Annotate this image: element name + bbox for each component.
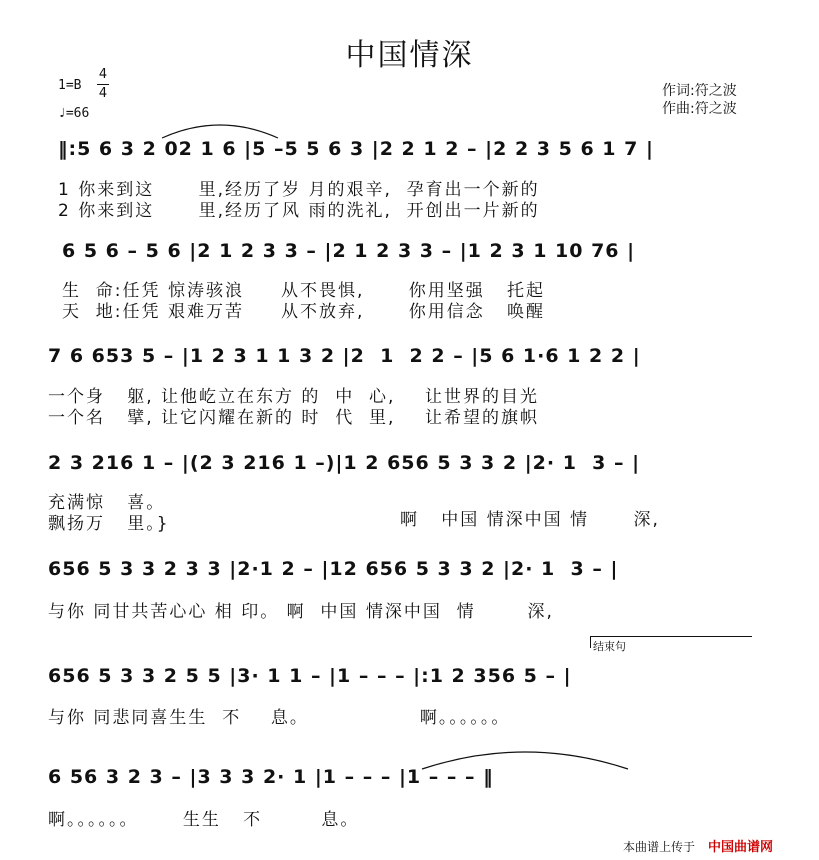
score-line-3: 7 6 653 5 – |1 2 3 1 1 3 2 |2 1 2 2 – |5 6 1·6 1 2 2 | xyxy=(48,345,641,367)
lyrics-verse1-line-1: 1 你来到这 里,经历了岁 月的艰辛, 孕育出一个新的 xyxy=(58,180,540,200)
score-line-4: 2 3 216 1 – |(2 3 216 1 –)|1 2 656 5 3 3 2 |2· 1 3 – | xyxy=(48,452,641,474)
key-signature: 1=B xyxy=(58,78,82,93)
score-line-2: 6 5 6 – 5 6 |2 1 2 3 3 – |2 1 2 3 3 – |1 2 3 1 10 76 | xyxy=(62,240,636,262)
lyrics-verse2-line-3: 一个名 擘, 让它闪耀在新的 时 代 里, 让希望的旗帜 xyxy=(48,408,540,428)
time-signature-line xyxy=(97,84,109,85)
lyrics-chorus-line-4: 啊 中国 情深中国 情 深, xyxy=(400,510,660,530)
score-line-5: 656 5 3 3 2 3 3 |2·1 2 – |12 656 5 3 3 2 |2· 1 3 – | xyxy=(48,558,619,580)
lyrics-verse1-line-4: 充满惊 喜。 xyxy=(48,493,166,513)
ending-bracket-hook xyxy=(590,636,591,648)
lyrics-line-7: 啊。。。。。。 生生 不 息。 xyxy=(48,810,360,830)
tie-arc xyxy=(160,118,280,140)
lyrics-verse2-line-2: 天 地:任凭 艰难万苦 从不放弃, 你用信念 唤醒 xyxy=(62,302,545,322)
tempo-marking: ♩=66 xyxy=(58,106,90,121)
score-line-1: ‖:5 6 3 2 02 1 6 |5 –5 5 6 3 |2 2 1 2 – |2 2 3 5 6 1 7 | xyxy=(58,138,654,160)
lyrics-verse2-line-4: 飘扬万 里。} xyxy=(48,514,170,534)
time-signature-bottom: 4 xyxy=(98,86,108,101)
site-logo: 中国曲谱网 xyxy=(708,840,774,855)
lyrics-line-5: 与你 同甘共苦心心 相 印。 啊 中国 情深中国 情 深, xyxy=(48,602,554,622)
lyrics-line-6: 与你 同悲同喜生生 不 息。 啊。。。。。。 xyxy=(48,708,511,728)
score-line-6: 656 5 3 3 2 5 5 |3· 1 1 – |1 – – – |:1 2 356 5 – | xyxy=(48,665,572,687)
lyrics-verse1-line-3: 一个身 躯, 让他屹立在东方 的 中 心, 让世界的目光 xyxy=(48,387,540,407)
time-signature-top: 4 xyxy=(98,67,108,82)
page-title: 中国情深 xyxy=(345,38,474,73)
footer-text: 本曲谱上传于 xyxy=(623,840,696,854)
score-line-7: 6 56 3 2 3 – |3 3 3 2· 1 |1 – – – |1 – – – ‖ xyxy=(48,766,494,788)
tie-arc xyxy=(420,745,630,771)
composer-credit: 作曲:符之波 xyxy=(662,101,737,117)
lyricist-credit: 作词:符之波 xyxy=(662,83,737,99)
ending-label: 结束句 xyxy=(593,640,626,653)
lyrics-verse1-line-2: 生 命:任凭 惊涛骇浪 从不畏惧, 你用坚强 托起 xyxy=(62,281,545,301)
ending-bracket xyxy=(590,636,752,637)
lyrics-verse2-line-1: 2 你来到这 里,经历了风 雨的洗礼, 开创出一片新的 xyxy=(58,201,540,221)
